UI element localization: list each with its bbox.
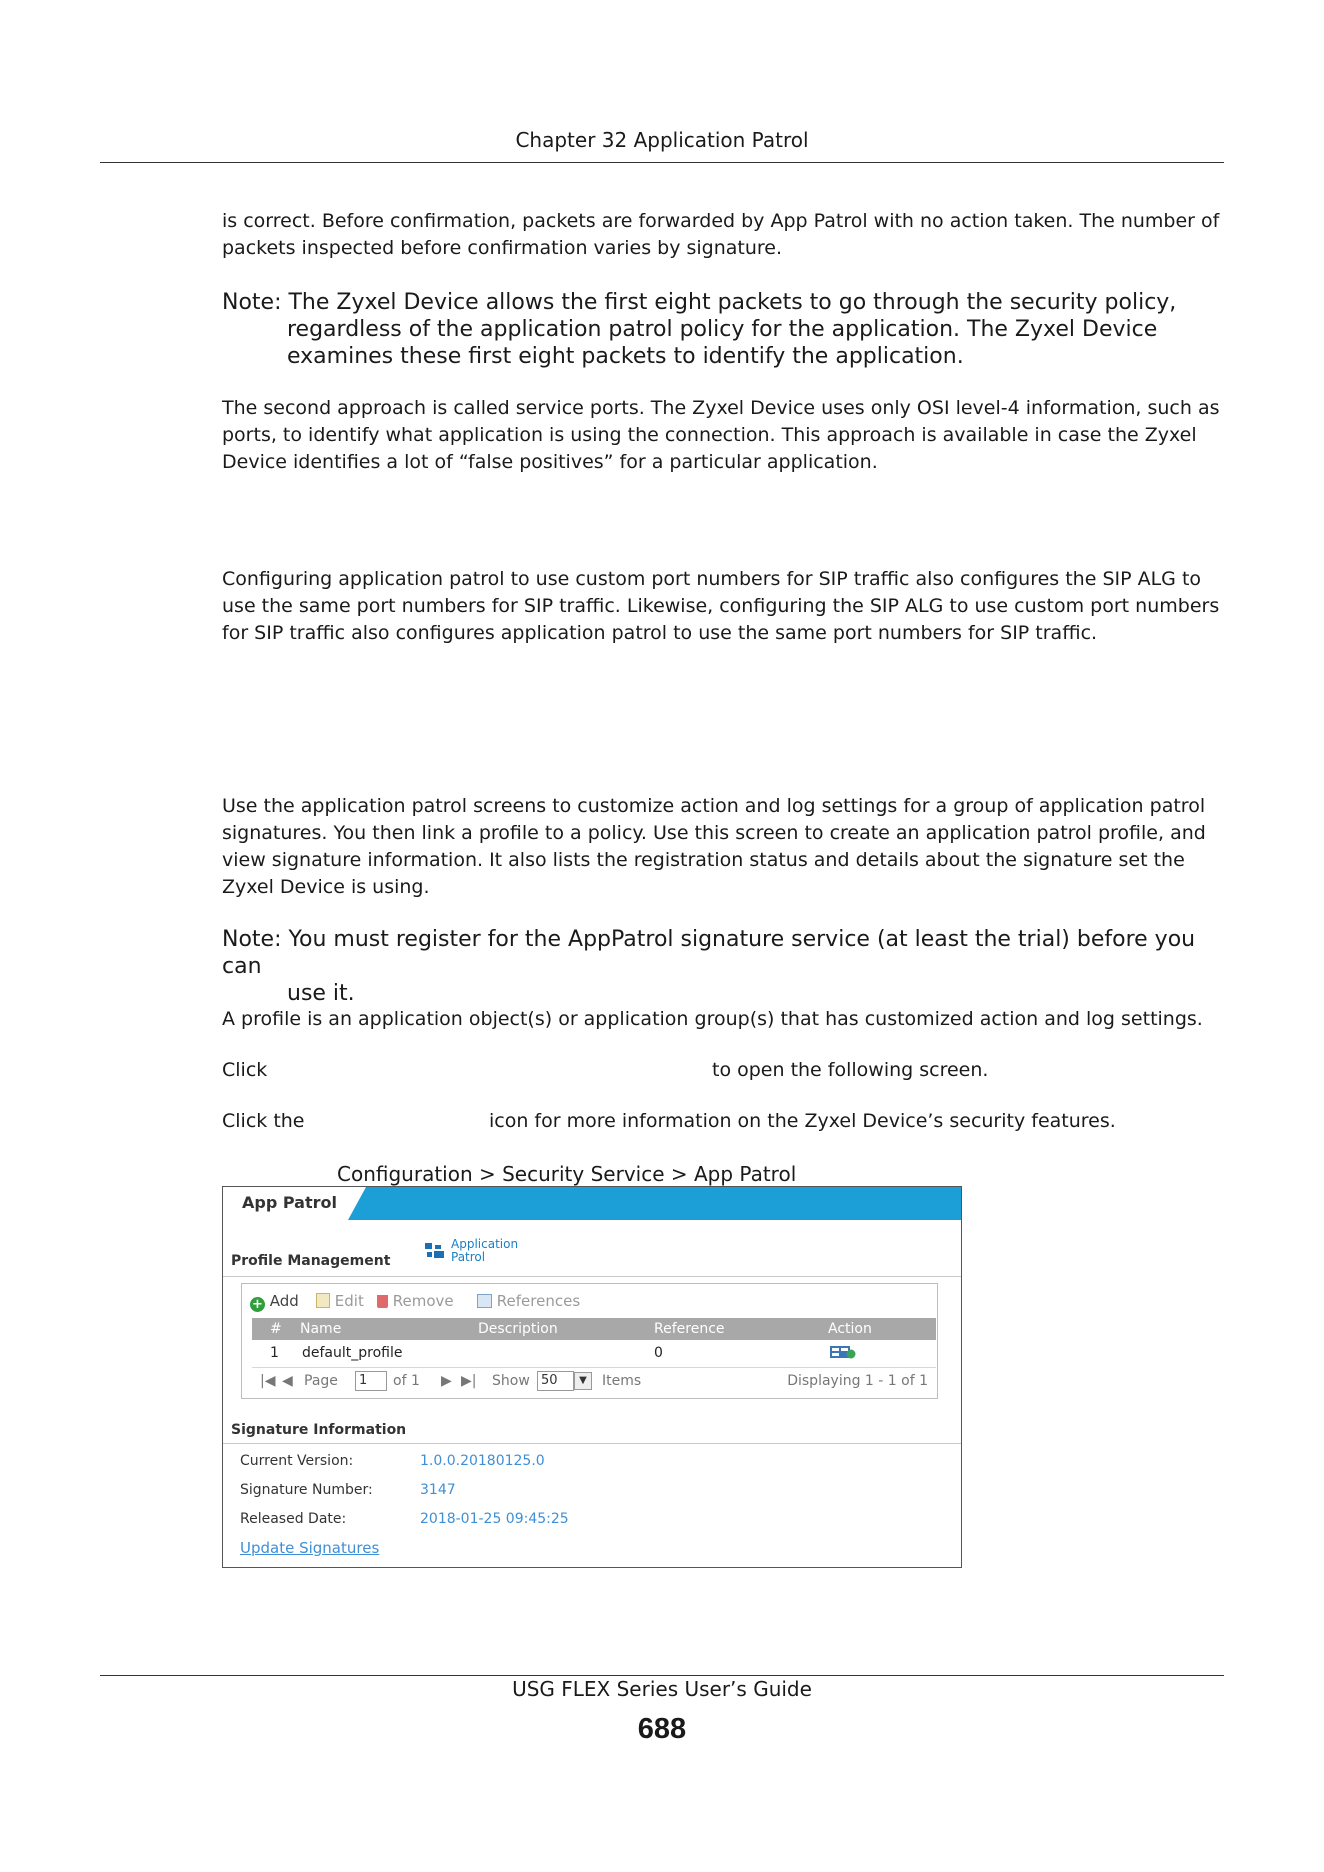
released-date-label: Released Date: <box>240 1511 347 1527</box>
page-number: 688 <box>637 1713 687 1745</box>
signature-number-value: 3147 <box>420 1482 456 1498</box>
next-page-icon[interactable]: ▶ <box>441 1373 452 1389</box>
note-2-first-line: Note: You must register for the AppPatrol signature service (at least the trial) before you can <box>222 927 1196 979</box>
edit-icon <box>316 1293 330 1308</box>
signature-number-label: Signature Number: <box>240 1482 373 1498</box>
references-label: References <box>496 1292 581 1310</box>
tab-app-patrol-label: App Patrol <box>242 1193 337 1212</box>
paragraph-6-end: to open the following screen. <box>712 1059 989 1081</box>
displaying-count: Displaying 1 - 1 of 1 <box>787 1373 928 1389</box>
paragraph-7-start: Click the <box>222 1110 305 1132</box>
paragraph-1: is correct. Before confirmation, packets are forwarded by App Patrol with no action taken. The number of packets inspected before confirmation varies by signature. <box>222 210 1220 259</box>
row-name: default_profile <box>302 1345 403 1361</box>
trash-icon <box>377 1295 388 1308</box>
current-version-value: 1.0.0.20180125.0 <box>420 1453 545 1469</box>
application-patrol-link[interactable] <box>451 1238 518 1264</box>
show-label: Show <box>492 1373 530 1389</box>
note-2-rest: use it. <box>287 981 355 1006</box>
signature-section-divider <box>223 1443 961 1444</box>
app-patrol-screenshot <box>222 1186 962 1568</box>
col-number[interactable]: # <box>270 1321 282 1337</box>
profile-table-container <box>241 1283 938 1399</box>
paragraph-4: Use the application patrol screens to customize action and log settings for a group of application patrol signatures. You then link a profile to a policy. Use this screen to create an application patrol profile, and view signature information. It also lists the registration status and details about the signature set the Zyxel Device is using. <box>222 795 1206 898</box>
prev-page-icon[interactable]: ◀ <box>282 1373 293 1389</box>
object-reference-icon[interactable] <box>830 1344 856 1360</box>
chapter-title: Chapter 32 Application Patrol <box>515 128 809 152</box>
paragraph-3: Configuring application patrol to use custom port numbers for SIP traffic also configures the SIP ALG to use the same port numbers for SIP traffic. Likewise, configuring the SIP ALG to use custom port numbers for SIP traffic also configures application patrol to use the same port numbers for SIP traffic. <box>222 568 1220 644</box>
col-description[interactable]: Description <box>478 1321 558 1337</box>
note-2 <box>222 926 1232 1007</box>
add-button[interactable] <box>250 1292 299 1312</box>
references-button[interactable] <box>477 1292 580 1310</box>
first-page-icon[interactable]: |◀ <box>260 1373 276 1389</box>
page-of-label: of 1 <box>393 1373 420 1389</box>
last-page-icon[interactable]: ▶| <box>461 1373 477 1389</box>
col-reference[interactable]: Reference <box>654 1321 725 1337</box>
paragraph-7-end: icon for more information on the Zyxel Device’s security features. <box>489 1110 1116 1132</box>
paragraph-6-start: Click <box>222 1059 268 1081</box>
add-label: Add <box>269 1292 299 1310</box>
footer-rule <box>100 1675 1224 1676</box>
application-patrol-icon[interactable] <box>425 1241 445 1259</box>
table-row[interactable] <box>252 1342 936 1364</box>
page-size-select[interactable]: 50 <box>537 1371 574 1391</box>
table-header <box>252 1318 936 1340</box>
edit-button[interactable] <box>316 1292 364 1310</box>
remove-label: Remove <box>392 1292 454 1310</box>
add-icon: + <box>250 1297 265 1312</box>
current-version-label: Current Version: <box>240 1453 354 1469</box>
note-1-rest: regardless of the application patrol policy for the application. The Zyxel Device examines these first eight packets to identify the application. <box>287 317 1158 369</box>
references-icon <box>477 1294 492 1308</box>
page-input[interactable]: 1 <box>355 1371 387 1391</box>
profile-management-heading: Profile Management <box>231 1253 391 1269</box>
remove-button[interactable] <box>377 1292 454 1310</box>
tab-app-patrol[interactable] <box>223 1187 348 1220</box>
signature-information-heading: Signature Information <box>231 1422 407 1438</box>
released-date-value: 2018-01-25 09:45:25 <box>420 1511 569 1527</box>
guide-title: USG FLEX Series User’s Guide <box>512 1677 812 1701</box>
paragraph-2: The second approach is called service ports. The Zyxel Device uses only OSI level-4 information, such as ports, to identify what application is using the connection. This approach is available in case the Zyxel Device identifies a lot of “false positives” for a particular application. <box>222 397 1220 473</box>
row-number: 1 <box>270 1345 279 1361</box>
figure-caption: Configuration > Security Service > App Patrol <box>337 1162 797 1186</box>
items-label: Items <box>602 1373 642 1389</box>
page-label: Page <box>304 1373 338 1389</box>
note-1-first-line: Note: The Zyxel Device allows the first eight packets to go through the security policy, <box>222 290 1177 315</box>
note-1 <box>222 289 1232 370</box>
app-icon-label-line-1: Application <box>451 1237 519 1251</box>
header-rule <box>100 162 1224 163</box>
profile-section-divider <box>223 1276 961 1277</box>
col-action[interactable]: Action <box>828 1321 872 1337</box>
row-reference: 0 <box>654 1345 663 1361</box>
chevron-down-icon[interactable]: ▼ <box>574 1372 592 1390</box>
update-signatures-link[interactable]: Update Signatures <box>240 1539 380 1557</box>
tab-slant <box>348 1187 366 1220</box>
app-icon-label-line-2: Patrol <box>451 1250 486 1264</box>
col-name[interactable]: Name <box>300 1321 342 1337</box>
table-pager <box>252 1367 936 1392</box>
paragraph-5: A profile is an application object(s) or application group(s) that has customized action and log settings. <box>222 1008 1203 1030</box>
edit-label: Edit <box>334 1292 364 1310</box>
